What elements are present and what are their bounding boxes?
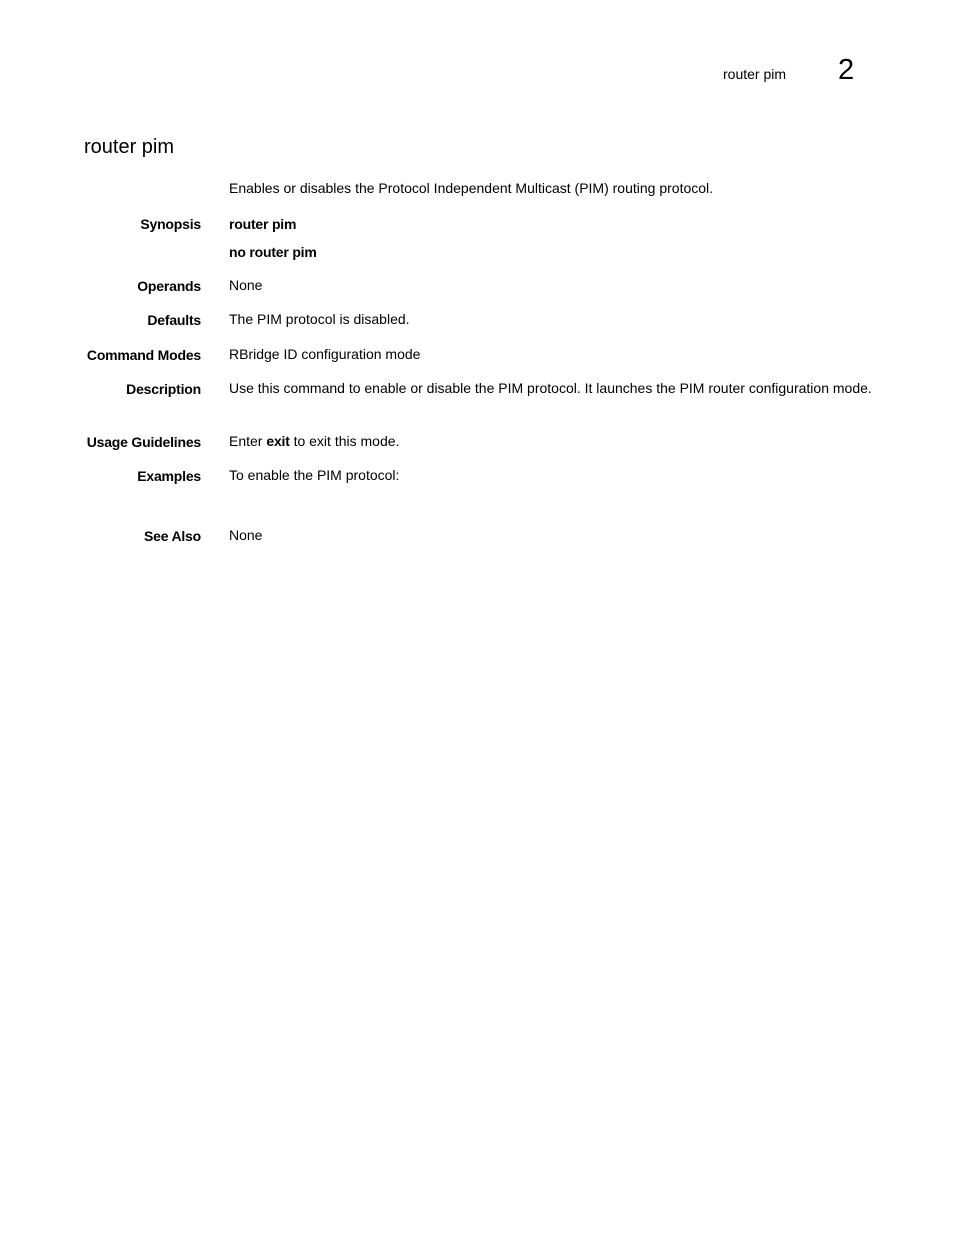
defaults-text: The PIM protocol is disabled. [229,311,410,327]
usage-guidelines-suffix: to exit this mode. [293,433,400,449]
examples-label: Examples [137,468,201,484]
command-modes-text: RBridge ID configuration mode [229,346,421,362]
command-modes-label: Command Modes [86,347,201,363]
operands-label: Operands [137,278,201,294]
usage-guidelines-prefix: Enter [229,433,263,449]
command-summary: Enables or disables the Protocol Independent Multicast (PIM) routing protocol. [229,180,714,196]
see-also-label: See Also [143,528,201,544]
exit-keyword: exit [266,433,290,449]
chapter-number: 2 [838,54,855,86]
running-header-title: router pim [723,66,787,82]
description-text: Use this command to enable or disable the PIM protocol. It launches the PIM router configuration mode. [229,380,872,396]
synopsis-label: Synopsis [140,216,201,232]
see-also-text: None [229,527,263,543]
usage-guidelines-text [229,432,879,451]
usage-guidelines-label: Usage Guidelines [86,434,201,450]
description-label: Description [126,381,201,397]
synopsis-line: router pim [229,216,297,232]
page-title: router pim [84,136,175,158]
operands-text: None [229,277,263,293]
examples-text: To enable the PIM protocol: [229,467,400,483]
defaults-label: Defaults [147,312,201,328]
synopsis-line: no router pim [229,244,317,260]
